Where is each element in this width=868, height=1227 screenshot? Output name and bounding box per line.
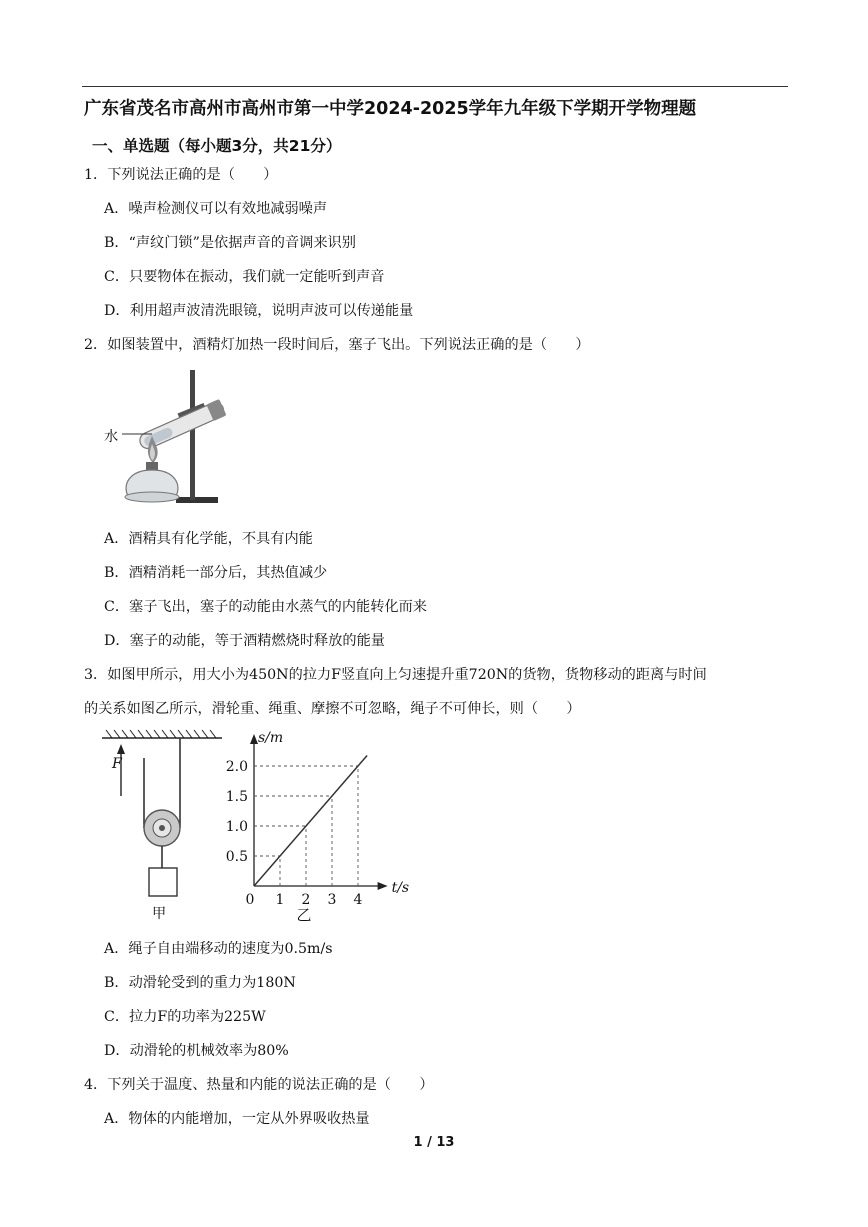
question-1-option-c: C．只要物体在振动，我们就一定能听到声音 (104, 269, 385, 285)
section-heading: 一、单选题（每小题3分，共21分） (92, 137, 342, 155)
question-1-option-d: D．利用超声波清洗眼镜，说明声波可以传递能量 (104, 303, 414, 319)
x-tick-label: 2 (301, 892, 311, 908)
page-title: 广东省茂名市高州市高州市第一中学2024-2025学年九年级下学期开学物理题 (84, 99, 697, 119)
y-tick-label: 1.5 (225, 789, 248, 805)
series-line (254, 756, 367, 887)
question-3-option-b: B．动滑轮受到的重力为180N (104, 975, 296, 991)
question-2-option-d: D．塞子的动能，等于酒精燃烧时释放的能量 (104, 633, 385, 649)
stand-rod (190, 370, 195, 500)
figure-b-label: 乙 (296, 906, 312, 924)
question-2-option-a: A．酒精具有化学能，不具有内能 (104, 531, 313, 547)
load-box (149, 868, 177, 896)
y-tick-label: 0.5 (225, 849, 248, 865)
x-tick-label: 4 (353, 892, 363, 908)
question-3-option-a: A．绳子自由端移动的速度为0.5m/s (104, 941, 333, 957)
question-1-stem: 1．下列说法正确的是（ ） (84, 167, 278, 183)
y-axis-arrow (250, 734, 258, 744)
question-4-stem: 4．下列关于温度、热量和内能的说法正确的是（ ） (84, 1077, 434, 1093)
x-tick-label: 1 (275, 892, 285, 908)
question-1-option-a: A．噪声检测仪可以有效地减弱噪声 (104, 201, 328, 217)
question-3-stem-cont: 的关系如图乙所示，滑轮重、绳重、摩擦不可忽略，绳子不可伸长，则（ ） (84, 701, 581, 717)
question-3-option-d: D．动滑轮的机械效率为80% (104, 1043, 289, 1059)
page-number: 1 / 13 (413, 1135, 455, 1150)
y-tick-label: 2.0 (225, 759, 248, 775)
y-axis-label: s/m (258, 730, 284, 746)
x-axis-label: t/s (391, 880, 410, 896)
question-2-option-b: B．酒精消耗一部分后，其热值减少 (104, 565, 328, 581)
header-rule (82, 86, 788, 87)
question-4-option-a: A．物体的内能增加，一定从外界吸收热量 (104, 1111, 370, 1127)
st-graph (225, 724, 420, 924)
question-2-stem: 2．如图装置中，酒精灯加热一段时间后，塞子飞出。下列说法正确的是（ ） (84, 337, 590, 353)
x-tick-label: 0 (245, 892, 255, 908)
x-tick-label: 3 (327, 892, 337, 908)
force-label: F (112, 756, 122, 772)
x-axis-arrow (378, 882, 388, 890)
question-3-stem: 3．如图甲所示，用大小为450N的拉力F竖直向上匀速提升重720N的货物，货物移动的距离与时间 (84, 667, 707, 683)
y-tick-label: 1.0 (225, 819, 248, 835)
stand-base (176, 497, 218, 503)
alcohol-lamp-figure (100, 364, 230, 514)
figure-a-label: 甲 (152, 906, 167, 922)
water-label: 水 (104, 429, 119, 445)
question-2-option-c: C．塞子飞出，塞子的动能由水蒸气的内能转化而来 (104, 599, 427, 615)
question-1-option-b: B．“声纹门锁”是依据声音的音调来识别 (104, 235, 356, 251)
question-3-option-c: C．拉力F的功率为225W (104, 1009, 266, 1025)
